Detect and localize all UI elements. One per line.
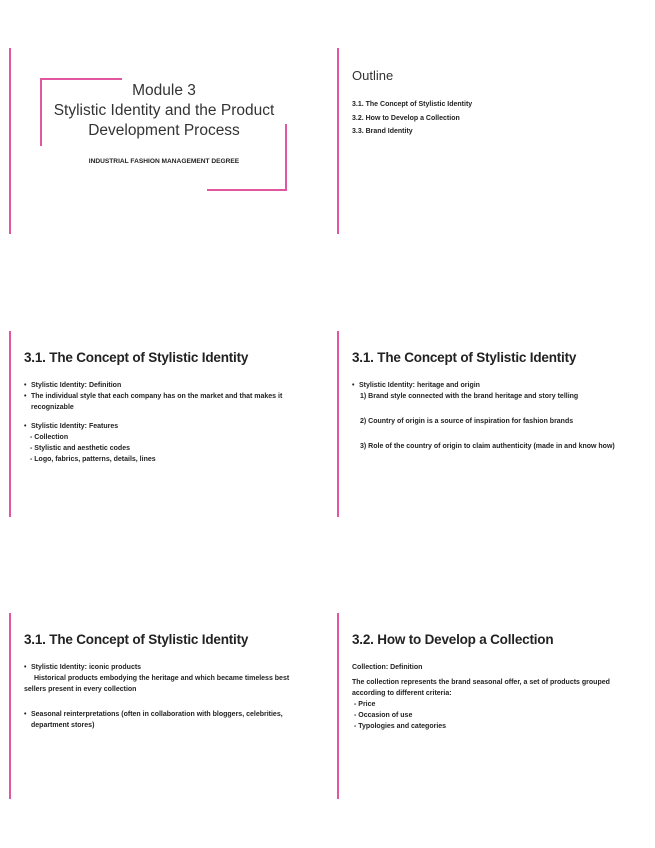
outline-list: [352, 98, 472, 139]
sub-item: - Stylistic and aesthetic codes: [30, 445, 130, 452]
slide-body: [24, 380, 309, 465]
slide-accent-bar: [337, 331, 339, 517]
outline-item: 3.1. The Concept of Stylistic Identity: [352, 101, 473, 108]
slide-heading: 3.2. How to Develop a Collection: [352, 632, 554, 647]
bullet: • Stylistic Identity: iconic products: [24, 662, 309, 673]
paragraph: Historical products embodying the heritage and which became timeless best sellers present in every collection: [24, 675, 290, 693]
numbered-item: 1) Brand style connected with the brand heritage and story telling: [360, 393, 579, 400]
outline-title: Outline: [352, 68, 394, 83]
paragraph: The collection represents the brand seasonal offer, a set of products grouped according to different criteria:: [352, 679, 610, 697]
slide-title: [9, 48, 319, 234]
numbered-item: 2) Country of origin is a source of inspiration for fashion brands: [360, 418, 574, 425]
bullet: • Stylistic Identity: Features: [24, 421, 309, 432]
sub-heading: Collection: Definition: [352, 664, 423, 671]
outline-item: 3.3. Brand Identity: [352, 128, 413, 135]
slide-body: [352, 662, 637, 732]
bullet: • Seasonal reinterpretations (often in collaboration with bloggers, celebrities, department stores): [24, 709, 309, 731]
slide-body: [24, 662, 309, 731]
module-title: Module 3 Stylistic Identity and the Product Development Process: [53, 82, 275, 139]
numbered-item: 3) Role of the country of origin to claim authenticity (made in and know how): [360, 443, 615, 450]
slide-accent-bar: [9, 613, 11, 799]
slide-body: [352, 380, 637, 452]
slide-stylistic-identity-definition: [9, 331, 319, 517]
degree-subtitle: INDUSTRIAL FASHION MANAGEMENT DEGREE: [88, 158, 240, 165]
bullet: • The individual style that each company has on the market and that makes it recognizable: [24, 391, 309, 413]
slide-heading: 3.1. The Concept of Stylistic Identity: [352, 350, 577, 365]
slide-iconic-products: [9, 613, 319, 799]
frame-corner-bottom: [207, 189, 287, 191]
slide-heading: 3.1. The Concept of Stylistic Identity: [24, 350, 249, 365]
list-item: - Price: [354, 701, 376, 708]
slide-collection-definition: [337, 613, 647, 799]
slide-outline: [337, 48, 647, 234]
bullet: • Stylistic Identity: Definition: [24, 380, 309, 391]
slide-accent-bar: [337, 48, 339, 234]
sub-item: - Logo, fabrics, patterns, details, lines: [30, 456, 156, 463]
slide-accent-bar: [9, 331, 11, 517]
bullet: • Stylistic Identity: heritage and origin: [352, 380, 637, 391]
frame-corner-top: [40, 78, 122, 80]
outline-item: 3.2. How to Develop a Collection: [352, 114, 460, 122]
slide-accent-bar: [337, 613, 339, 799]
slide-heading: 3.1. The Concept of Stylistic Identity: [24, 632, 249, 647]
list-item: - Occasion of use: [354, 712, 413, 719]
sub-item: - Collection: [30, 434, 69, 441]
slide-accent-bar: [9, 48, 11, 234]
list-item: - Typologies and categories: [354, 723, 447, 730]
slide-heritage-origin: [337, 331, 647, 517]
